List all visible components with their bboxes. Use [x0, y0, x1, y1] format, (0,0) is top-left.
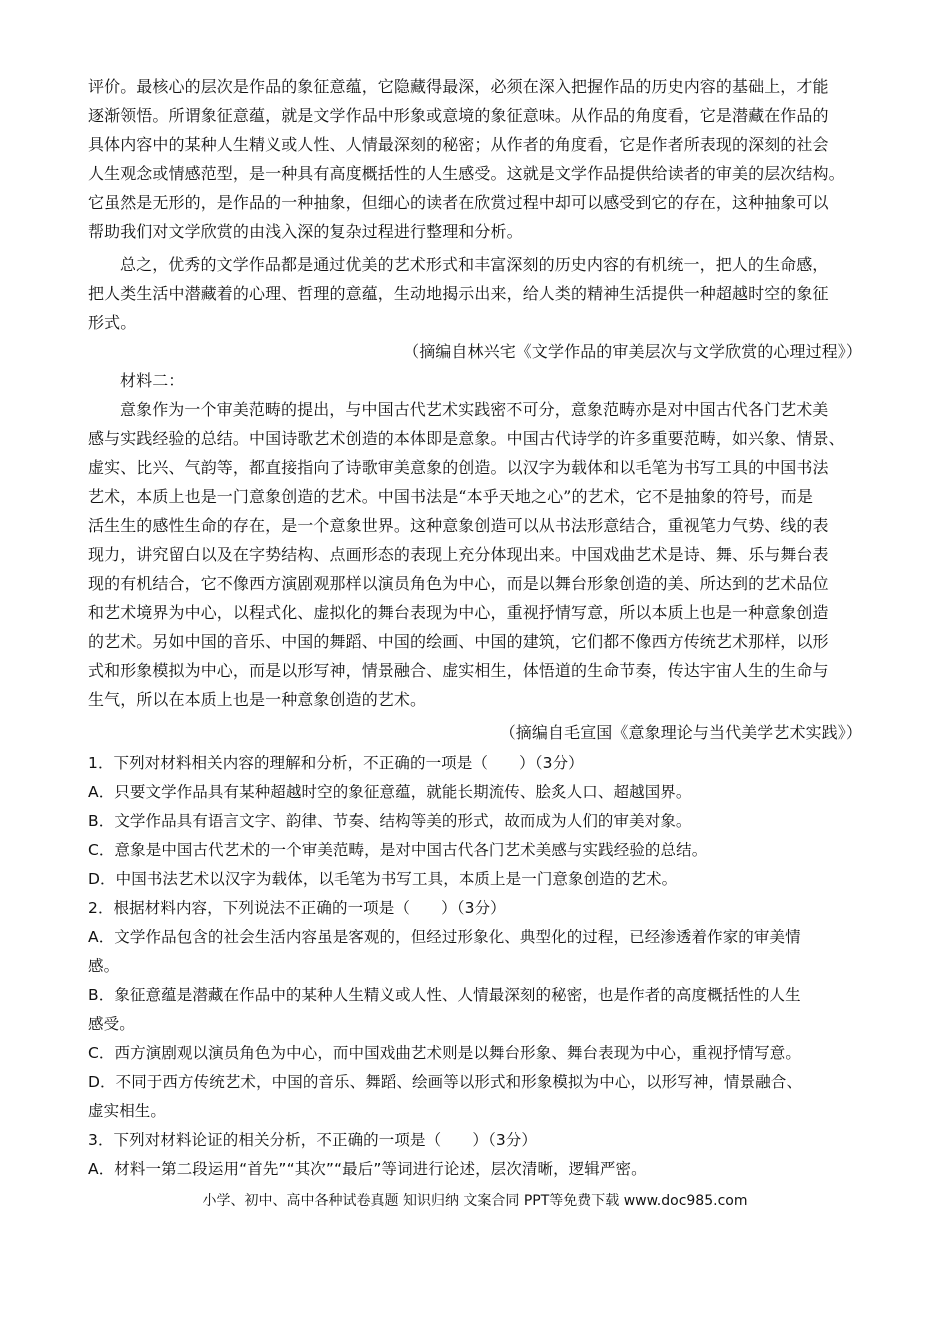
material1-line: 评价。最核心的层次是作品的象征意蕴，它隐藏得最深，必须在深入把握作品的历史内容的基础上，才能 — [88, 77, 829, 96]
material2-line: 感与实践经验的总结。中国诗歌艺术创造的本体即是意象。中国古代诗学的许多重要范畴，如兴象、情景、 — [88, 429, 845, 448]
material2-line: 现的有机结合，它不像西方演剧观那样以演员角色为中心，而是以舞台形象创造的美、所达到的艺术品位 — [88, 574, 829, 593]
material1-line: 它虽然是无形的，是作品的一种抽象，但细心的读者在欣赏过程中却可以感受到它的存在，这种抽象可以 — [88, 193, 829, 212]
question-2-option-b-cont: 感受。 — [88, 1015, 135, 1033]
question-3-option-a: A．材料一第二段运用“首先”“其次”“最后”等词进行论述，层次清晰，逻辑严密。 — [88, 1160, 647, 1178]
material2-line: 活生生的感性生命的存在，是一个意象世界。这种意象创造可以从书法形意结合，重视笔力气势、线的表 — [88, 516, 829, 535]
summary-line: 形式。 — [88, 313, 137, 332]
material2-line: 式和形象模拟为中心，而是以形写神，情景融合、虚实相生，体悟道的生命节奏，传达宇宙人生的生命与 — [88, 661, 829, 680]
material2-line: 现力，讲究留白以及在字势结构、点画形态的表现上充分体现出来。中国戏曲艺术是诗、舞、乐与舞台表 — [88, 545, 829, 564]
material2-line: 虚实、比兴、气韵等，都直接指向了诗歌审美意象的创造。以汉字为载体和以毛笔为书写工具的中国书法 — [88, 458, 829, 477]
question-2-option-d-cont: 虚实相生。 — [88, 1102, 167, 1120]
material1-line: 帮助我们对文学欣赏的由浅入深的复杂过程进行整理和分析。 — [88, 222, 523, 241]
material1-line: 人生观念或情感范型，是一种具有高度概括性的人生感受。这就是文学作品提供给读者的审美的层次结构。 — [88, 164, 845, 183]
material1-line: 逐渐领悟。所谓象征意蕴，就是文学作品中形象或意境的象征意味。从作品的角度看，它是潜藏在作品的 — [88, 106, 829, 125]
material1-source: （摘编自林兴宅《文学作品的审美层次与文学欣赏的心理过程》） — [403, 342, 862, 361]
question-1-option-c: C．意象是中国古代艺术的一个审美范畴，是对中国古代各门艺术美感与实践经验的总结。 — [88, 841, 708, 859]
question-2-option-a: A．文学作品包含的社会生活内容虽是客观的，但经过形象化、典型化的过程，已经渗透着作家的审美情 — [88, 928, 801, 946]
material2-heading: 材料二： — [120, 371, 185, 390]
summary-line: 把人类生活中潜藏着的心理、哲理的意蕴，生动地揭示出来，给人类的精神生活提供一种超越时空的象征 — [88, 284, 829, 303]
question-1-stem: 1．下列对材料相关内容的理解和分析，不正确的一项是（ ）（3分） — [88, 754, 584, 772]
material2-source: （摘编自毛宣国《意象理论与当代美学艺术实践》） — [499, 723, 862, 742]
question-3-stem: 3．下列对材料论证的相关分析，不正确的一项是（ ）（3分） — [88, 1131, 537, 1149]
summary-line: 总之，优秀的文学作品都是通过优美的艺术形式和丰富深刻的历史内容的有机统一，把人的生命感， — [120, 255, 829, 274]
material2-line: 艺术，本质上也是一门意象创造的艺术。中国书法是“本乎天地之心”的艺术，它不是抽象的符号，而是 — [88, 487, 813, 506]
question-2-stem: 2．根据材料内容，下列说法不正确的一项是（ ）（3分） — [88, 899, 506, 917]
material2-line: 生气，所以在本质上也是一种意象创造的艺术。 — [88, 690, 427, 709]
question-1-option-b: B．文学作品具有语言文字、韵律、节奏、结构等美的形式，故而成为人们的审美对象。 — [88, 812, 692, 830]
question-2-option-a-cont: 感。 — [88, 957, 120, 975]
material2-line: 的艺术。另如中国的音乐、中国的舞蹈、中国的绘画、中国的建筑，它们都不像西方传统艺术那样，以形 — [88, 632, 829, 651]
material2-line: 意象作为一个审美范畴的提出，与中国古代艺术实践密不可分，意象范畴亦是对中国古代各门艺术美 — [120, 400, 829, 419]
question-2-option-b: B．象征意蕴是潜藏在作品中的某种人生精义或人性、人情最深刻的秘密，也是作者的高度概括性的人生 — [88, 986, 801, 1004]
question-2-option-c: C．西方演剧观以演员角色为中心，而中国戏曲艺术则是以舞台形象、舞台表现为中心，重视抒情写意。 — [88, 1044, 801, 1062]
material1-line: 具体内容中的某种人生精义或人性、人情最深刻的秘密；从作者的角度看，它是作者所表现的深刻的社会 — [88, 135, 829, 154]
question-1-option-d: D．中国书法艺术以汉字为载体，以毛笔为书写工具，本质上是一门意象创造的艺术。 — [88, 870, 678, 888]
page-footer: 小学、初中、高中各种试卷真题 知识归纳 文案合同 PPT等免费下载 www.doc985.com — [202, 1193, 748, 1209]
question-2-option-d: D．不同于西方传统艺术，中国的音乐、舞蹈、绘画等以形式和形象模拟为中心，以形写神，情景融合、 — [88, 1073, 803, 1091]
question-1-option-a: A．只要文学作品具有某种超越时空的象征意蕴，就能长期流传、脍炙人口、超越国界。 — [88, 783, 692, 801]
material2-line: 和艺术境界为中心，以程式化、虚拟化的舞台表现为中心，重视抒情写意，所以本质上也是一种意象创造 — [88, 603, 829, 622]
